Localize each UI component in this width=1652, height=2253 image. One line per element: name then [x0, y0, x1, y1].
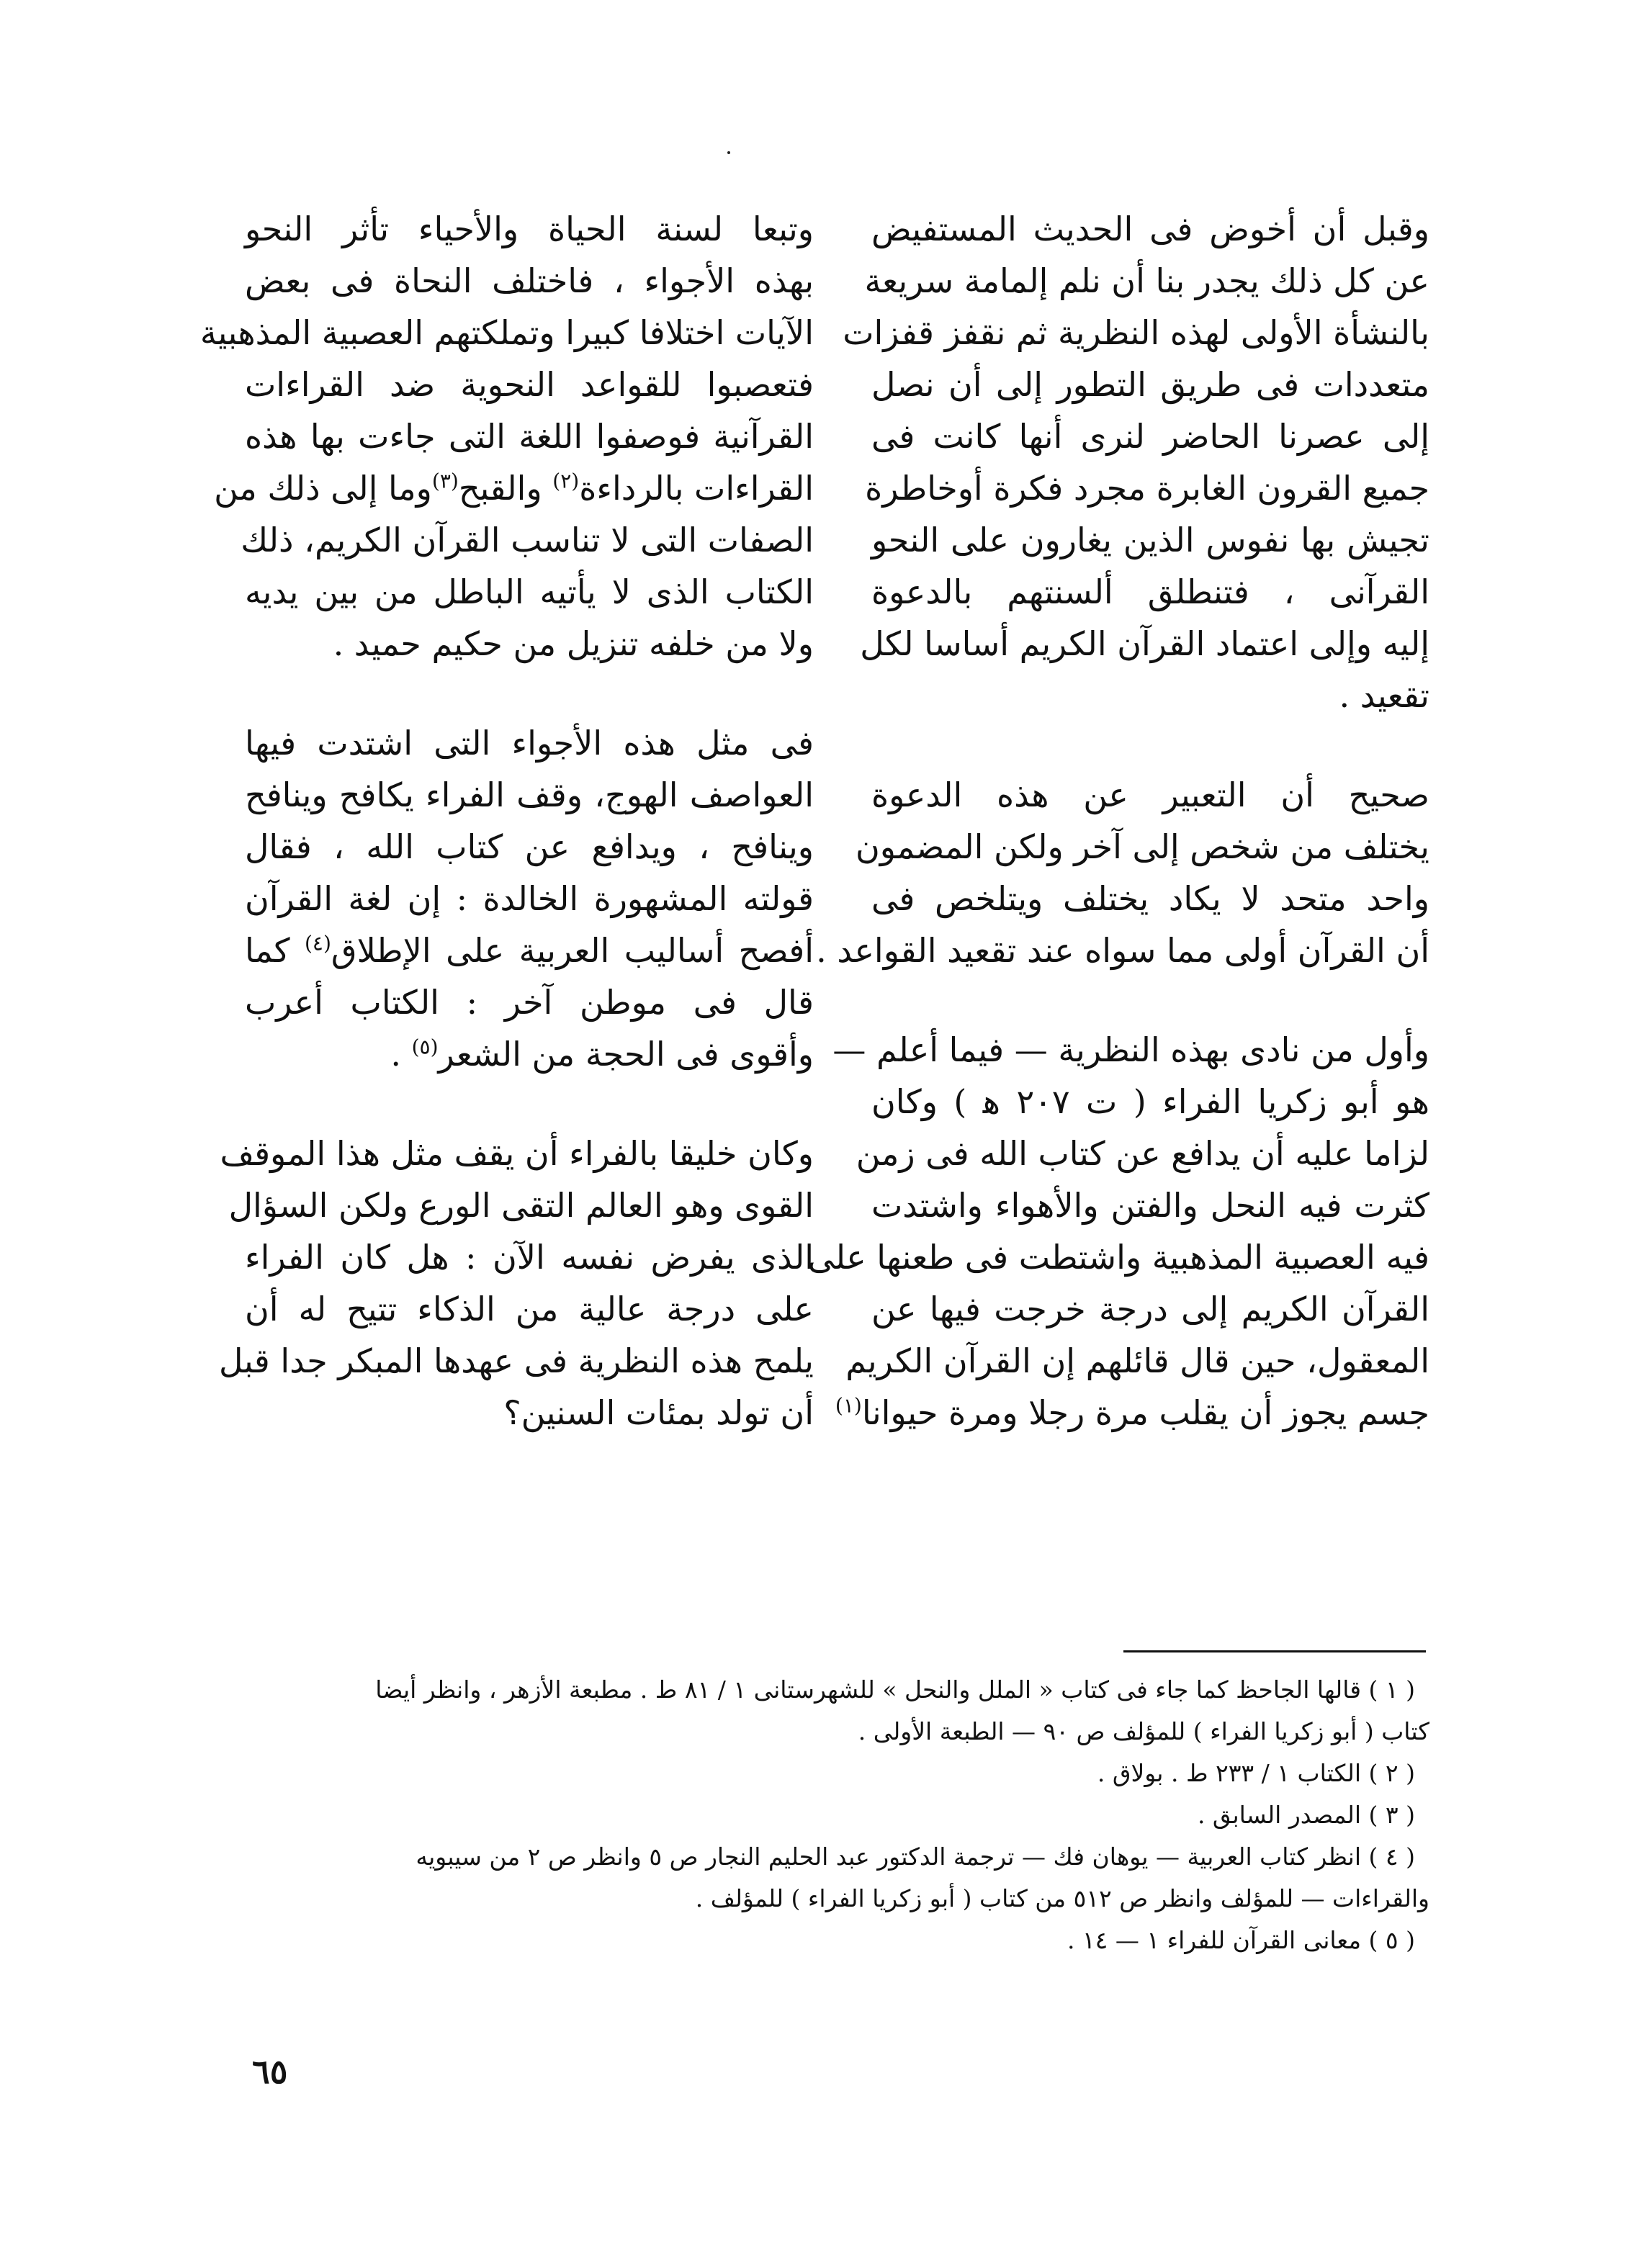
text-line: بالنشأة الأولى لهذه النظرية ثم نقفز قفزات: [843, 313, 1429, 352]
footnote-3: [241, 1794, 1429, 1836]
text-line: فتعصبوا للقواعد النحوية ضد القراءات: [245, 365, 814, 404]
footnote-4: [241, 1836, 1429, 1920]
footnote-line: ( ٤ ) انظر كتاب العربية — يوهان فك — ترجمة الدكتور عبد الحليم النجار ص ٥ وانظر ص ٢ من سيبويه: [416, 1843, 1415, 1871]
text-line: هو أبو زكريا الفراء ( ت ٢٠٧ ﻫ ) وكان: [871, 1082, 1429, 1121]
text-segment: وأقوى فى الحجة من الشعر: [438, 1035, 814, 1074]
page-number: ٦٥: [252, 2052, 288, 2091]
text-line: وأول من نادى بهذه النظرية — فيما أعلم —: [832, 1030, 1429, 1069]
text-segment: والقبح: [458, 469, 542, 508]
text-line: على درجة عالية من الذكاء تتيح له أن: [245, 1290, 814, 1328]
text-line: فى مثل هذه الأجواء التى اشتدت فيها: [245, 724, 814, 763]
text-line: تقعيد .: [1339, 676, 1429, 715]
footnote-1: [241, 1669, 1429, 1753]
text-line: القوى وهو العالم التقى الورع ولكن السؤال: [228, 1186, 814, 1225]
text-line: وقبل أن أخوض فى الحديث المستفيض: [871, 210, 1429, 248]
text-line: أن القرآن أولى مما سواه عند تقعيد القواعد .: [816, 931, 1429, 970]
text-line: قولته المشهورة الخالدة : إن لغة القرآن: [245, 879, 814, 918]
text-line: جميع القرون الغابرة مجرد فكرة أوخاطرة: [865, 469, 1429, 508]
paragraph-storm: [245, 717, 814, 1080]
footnote-ref: (٢): [552, 469, 580, 493]
text-line: بهذه الأجواء ، فاختلف النحاة فى بعض: [245, 261, 814, 300]
text-segment: كما: [245, 931, 290, 970]
text-line: [214, 462, 814, 514]
text-line: عن كل ذلك يجدر بنا أن نلم إلمامة سريعة: [864, 261, 1429, 300]
text-line: [245, 925, 814, 976]
paragraph-first-caller: [807, 1024, 1429, 1439]
text-line: متعددات فى طريق التطور إلى أن نصل: [871, 365, 1429, 404]
footnote-separator: [1123, 1650, 1426, 1652]
text-line: إليه وإلى اعتماد القرآن الكريم أساسا لكل: [860, 624, 1429, 663]
footnotes: [241, 1669, 1429, 1961]
text-line: يختلف من شخص إلى آخر ولكن المضمون: [855, 827, 1429, 866]
text-line: وكان خليقا بالفراء أن يقف مثل هذا الموقف: [220, 1134, 814, 1173]
text-line: قال فى موطن آخر : الكتاب أعرب: [245, 983, 814, 1022]
right-column: [807, 187, 1429, 1486]
footnote-line: كتاب ( أبو زكريا الفراء ) للمؤلف ص ٩٠ — الطبعة الأولى .: [858, 1717, 1429, 1745]
text-line: ولا من خلفه تنزيل من حكيم حميد .: [333, 624, 814, 663]
paragraph-question: [219, 1128, 814, 1439]
paragraph-grammar-influence: [199, 203, 814, 670]
text-line: يلمح هذه النظرية فى عهدها المبكر جدا قبل: [219, 1341, 814, 1380]
text-line: وينافح ، ويدافع عن كتاب الله ، فقال: [245, 827, 814, 866]
print-speck: [727, 151, 730, 154]
footnote-ref: (٣): [431, 469, 459, 493]
footnote-ref: (١): [835, 1393, 862, 1418]
text-line: أن تولد بمئات السنين؟: [503, 1393, 814, 1432]
text-line: الصفات التى لا تناسب القرآن الكريم، ذلك: [241, 521, 814, 559]
text-line: وتبعا لسنة الحياة والأحياء تأثر النحو: [245, 210, 814, 248]
text-line: تجيش بها نفوس الذين يغارون على النحو: [871, 521, 1429, 559]
text-line: القرآن الكريم إلى درجة خرجت فيها عن: [871, 1290, 1429, 1328]
text-segment: القراءات بالرداءة: [579, 469, 814, 508]
text-segment: جسم يجوز أن يقلب مرة رجلا ومرة حيوانا: [861, 1393, 1429, 1432]
text-line: لزاما عليه أن يدافع عن كتاب الله فى زمن: [856, 1134, 1429, 1173]
footnote-line: ( ٢ ) الكتاب ١ / ٢٣٣ ط . بولاق .: [1097, 1759, 1415, 1787]
text-line: العواصف الهوج، وقف الفراء يكافح وينافح: [245, 775, 814, 814]
text-line: واحد متحد لا يكاد يختلف ويتلخص فى: [871, 879, 1429, 918]
text-line: كثرت فيه النحل والفتن والأهواء واشتدت: [871, 1186, 1429, 1225]
text-line: إلى عصرنا الحاضر لنرى أنها كانت فى: [871, 417, 1429, 456]
text-segment: أفصح أساليب العربية على الإطلاق: [331, 931, 814, 970]
footnote-line: والقراءات — للمؤلف وانظر ص ٥١٢ من كتاب ( أبو زكريا الفراء ) للمؤلف .: [695, 1884, 1429, 1912]
text-line: الآيات اختلافا كبيرا وتملكتهم العصبية المذهبية: [199, 313, 814, 352]
footnote-line: ( ٥ ) معانى القرآن للفراء ١ — ١٤ .: [1067, 1926, 1415, 1954]
footnote-line: ( ٣ ) المصدر السابق .: [1197, 1801, 1415, 1829]
text-segment: .: [390, 1035, 401, 1074]
footnote-5: [241, 1920, 1429, 1961]
footnote-ref: (٥): [411, 1035, 439, 1059]
text-line: فيه العصبية المذهبية واشتطت فى طعنها على: [807, 1238, 1429, 1277]
text-line: القرآنية فوصفوا اللغة التى جاءت بها هذه: [245, 417, 814, 456]
text-line: [835, 1387, 1429, 1439]
text-line: القرآنى ، فتنطلق ألسنتهم بالدعوة: [871, 572, 1429, 611]
text-segment: وما إلى ذلك من: [214, 469, 432, 508]
footnote-2: [241, 1753, 1429, 1794]
footnote-ref: (٤): [304, 931, 331, 955]
text-line: المعقول، حين قال قائلهم إن القرآن الكريم: [845, 1341, 1429, 1380]
paragraph-truth: [816, 769, 1429, 976]
paragraph-intro: [843, 203, 1429, 721]
left-column: [199, 187, 814, 1486]
text-line: [245, 1028, 814, 1080]
text-line: الكتاب الذى لا يأتيه الباطل من بين يديه: [245, 572, 814, 611]
text-line: الذى يفرض نفسه الآن : هل كان الفراء: [245, 1238, 814, 1277]
footnote-line: ( ١ ) قالها الجاحظ كما جاء فى كتاب « الملل والنحل » للشهرستانى ١ / ٨١ ط . مطبعة الأزهر ، وانظر أيضا: [375, 1676, 1415, 1704]
text-line: صحيح أن التعبير عن هذه الدعوة: [871, 775, 1429, 814]
